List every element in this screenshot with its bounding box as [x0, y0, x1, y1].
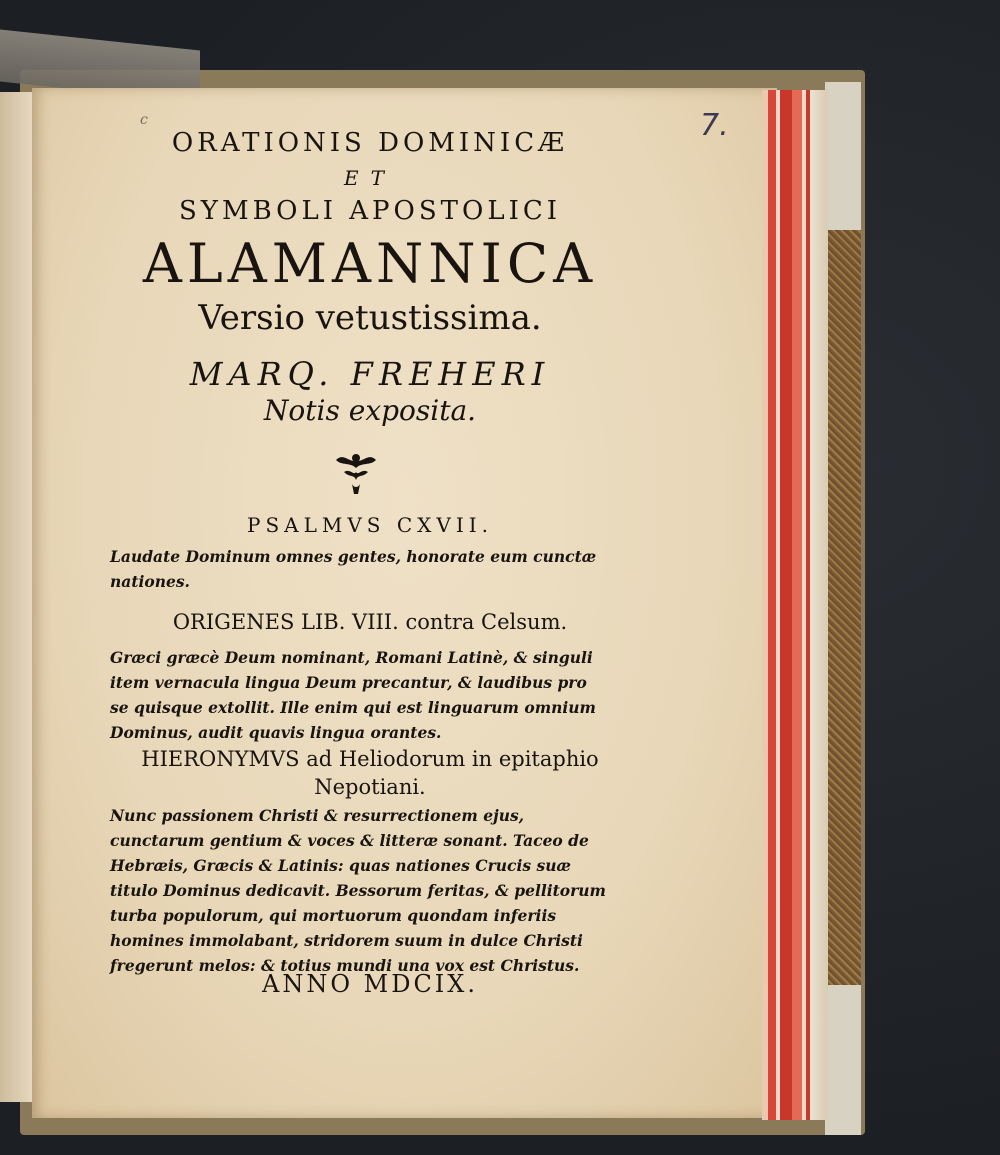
title-line-3: SYMBOLI APOSTOLICI	[178, 196, 562, 226]
margin-mark: c	[140, 112, 148, 128]
imprint-year: ANNO MDCIX.	[261, 970, 478, 998]
page-number: 7.	[700, 108, 729, 143]
origenes-heading: ORIGENES LIB. VIII. contra Celsum.	[172, 610, 568, 634]
hieronymus-heading: HIERONYMVS ad Heliodorum in epitaphio Nepotiani.	[141, 747, 599, 799]
author-name: MARQ. FREHERI	[189, 355, 551, 393]
cover-edge-bottom	[825, 985, 861, 1135]
title-main: ALAMANNICA	[142, 232, 598, 295]
psalm-heading: PSALMVS CXVII.	[246, 513, 493, 537]
subtitle: Notis exposita.	[263, 394, 477, 427]
title-line-2: ET	[344, 166, 396, 190]
fleuron-icon	[330, 446, 382, 498]
cover-edge-top	[825, 82, 861, 232]
hieronymus-text: Nunc passionem Christi & resurrectionem ejus, cunctarum gentium & voces & litteræ sonant. Taceo de Hebræis, Græcis & Latinis: quas nationes Crucis suæ titulo Dominus dedicavit. Bessorum feritas, & pellitorum turba populorum, qui mortuorum quondam inferiis homines immolabant, stridorem suum in dulce Christi fregerunt melos: & totius mundi una vox est Christus.	[110, 806, 606, 975]
psalm-text: Laudate Dominum omnes gentes, honorate eum cunctæ nationes.	[110, 547, 597, 591]
origenes-text: Græci græcè Deum nominant, Romani Latinè, & singuli item vernacula lingua Deum precantur, & laudibus pro se quisque extollit. Ille enim qui est linguarum omnium Dominus, audit quavis lingua orantes.	[110, 648, 596, 742]
title-line-5: Versio vetustissima.	[198, 298, 542, 338]
cover-marbled-edge	[825, 230, 861, 990]
page-edge	[810, 90, 828, 1120]
red-page-edges	[762, 90, 812, 1120]
facing-page	[0, 92, 36, 1102]
title-line-1: ORATIONIS DOMINICÆ	[171, 128, 569, 158]
